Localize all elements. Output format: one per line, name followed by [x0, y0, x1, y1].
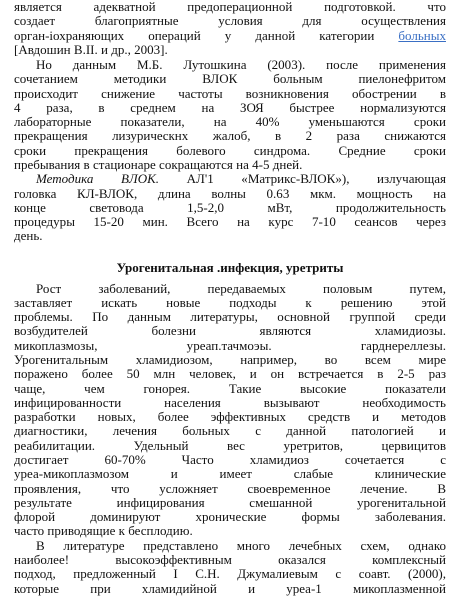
text-line: микоплазмозы, уреап.тачмоэы. гарднереллезы.	[14, 337, 446, 353]
text-line: пребывания в стационаре сокращаются на 4-5 дней.	[14, 156, 303, 172]
text-line	[36, 172, 446, 186]
text-line: сроки прекращения болевого синдрома. Средние сроки	[14, 142, 446, 158]
text-line: конце световода 1,5-2,0 мВт, продолжительность	[14, 199, 446, 215]
text-line: диагностики, лечения больных с данной патологией и	[14, 423, 446, 439]
text-line	[14, 29, 446, 43]
text-fragment: орган-іохраняющих операций у данной категории	[14, 27, 399, 43]
text-line: является адекватной предоперационной подготовкой. что	[14, 0, 446, 14]
text-line: Урогенитальным хламидиозом, например, во всем мире	[14, 351, 446, 367]
link-bolnyh[interactable]: больных	[398, 27, 446, 43]
text-line: проблемы. По данным литературы, основной группой среди	[14, 309, 446, 325]
text-line: сочетанием методики ВЛОК больным пиелонефритом	[14, 71, 446, 87]
method-label: Методика ВЛОК.	[36, 171, 160, 187]
text-line: часто приводящие к бесплодию.	[14, 523, 193, 539]
text-line: лабораторные показатели, на 40% уменьшаются сроки	[14, 114, 446, 130]
text-fragment: АЛ'1 «Матрикс-ВЛОК»), излучающая	[159, 171, 446, 187]
text-line: 4 раза, в среднем на ЗОЯ быстрее нормализуются	[14, 99, 446, 115]
text-line: подход, предложенный I С.Н. Джумалиевым с соавт. (2000),	[14, 566, 446, 582]
text-line: разработки новых, более эффективных средств и методов	[14, 409, 446, 425]
text-line: наиболее! высокоэффективным оказался комплексный	[14, 551, 446, 567]
text-line: которые при хламидийной и уреа-1 микоплазменной	[14, 580, 446, 596]
text-line: инфицированности населения вызывают необходимость	[14, 394, 446, 410]
text-line: прекращения лизуричеcкнх жалоб, в 2 раза снижаются	[14, 128, 446, 144]
text-line: создает благоприятные условия для осуществления	[14, 13, 446, 29]
text-line: В литературе представлено много лечебных схем, однако	[36, 537, 446, 553]
text-line: достигает 60-70% Часто хламидиоз сочетается с	[14, 451, 446, 467]
text-line: проявления, что усложняет своевременное лечение. В	[14, 480, 446, 496]
text-line: реабилитации. Удельный вес уретритов, цервицитов	[14, 437, 446, 453]
text-line: происходит снижение частоты возникновения обострении в	[14, 85, 446, 101]
text-line: Но данным М.Б. Лутошкина (2003). после применения	[36, 56, 446, 72]
text-line: поражено более 50 млн человек, и он встречается в 2-5 раз	[14, 366, 446, 382]
text-line: уреа-микоплазмозом и имеет слабые клинические	[14, 466, 446, 482]
text-line: возбудителей болезни являются хламидиозы.	[14, 323, 446, 339]
text-line: чаще, чем гонорея. Такие высокие показатели	[14, 380, 446, 396]
text-line: флорой доминируют хронические формы заболевания.	[14, 509, 446, 525]
text-line: день.	[14, 228, 43, 244]
text-line: головка КЛ-ВЛОК, длина волны 0.63 мкм. мощность на	[14, 185, 446, 201]
section-heading: Урогенитальная .инфекция, уретриты	[116, 259, 344, 275]
text-line: процедуры 15-20 мин. Всего на курс 7-10 сеансов через	[14, 214, 446, 230]
text-line: Рост заболеваний, передаваемых половым путем,	[36, 280, 446, 296]
text-line: [Авдошин В.II. и др., 2003].	[14, 41, 168, 57]
text-line: результате инфицирования смешанной урогенитальной	[14, 494, 446, 510]
text-line: заставляет искать новые подходы к решению этой	[14, 294, 446, 310]
